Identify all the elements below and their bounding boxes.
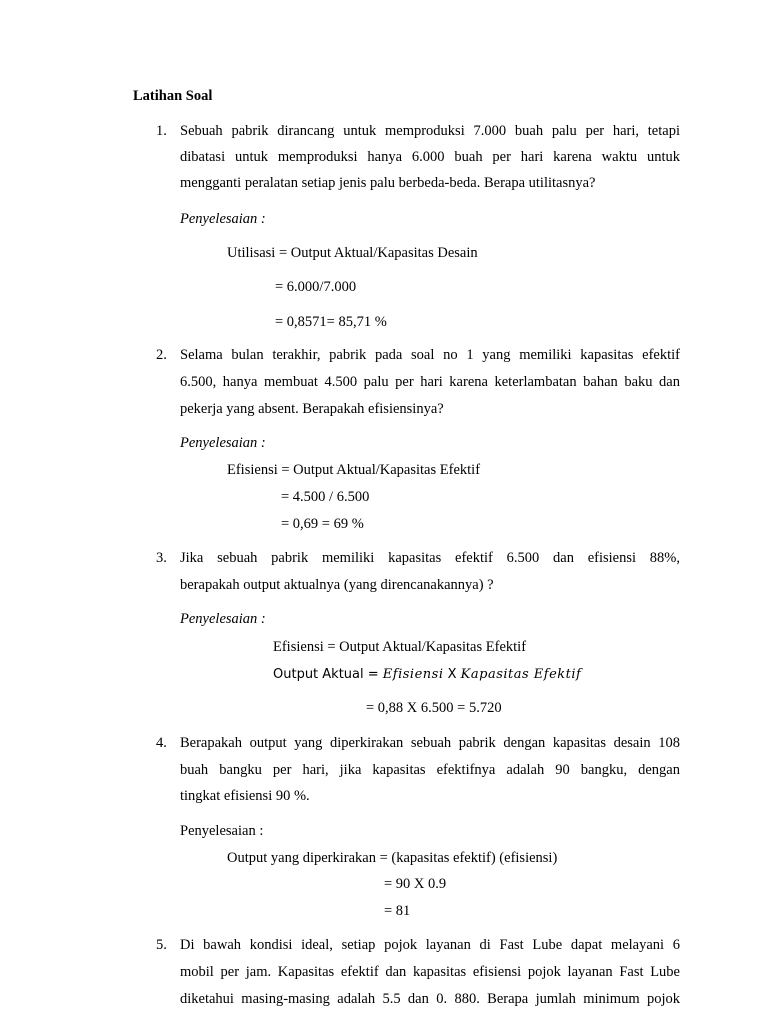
question-2-formula-2: = 4.500 / 6.500	[281, 489, 370, 505]
question-3-solution-label: Penyelesaian :	[180, 611, 266, 627]
question-1-formula-2: = 6.000/7.000	[275, 279, 357, 295]
question-5-line-3: diketahui masing-masing adalah 5.5 dan 0. 880. Berapa jumlah minimum pojok	[180, 991, 680, 1007]
question-5-number: 5.	[156, 937, 167, 953]
question-2-line-1: Selama bulan terakhir, pabrik pada soal no 1 yang memiliki kapasitas efektif	[180, 347, 680, 363]
question-4-formula-2: = 90 X 0.9	[384, 876, 447, 892]
question-2-solution-label: Penyelesaian :	[180, 435, 266, 451]
question-3-formula-3: = 0,88 X 6.500 = 5.720	[366, 700, 502, 716]
question-5-line-1: Di bawah kondisi ideal, setiap pojok layanan di Fast Lube dapat melayani 6	[180, 937, 680, 953]
question-1-formula-3: = 0,8571= 85,71 %	[275, 314, 387, 330]
question-1-formula-1: Utilisasi = Output Aktual/Kapasitas Desain	[227, 245, 478, 261]
question-4-formula-3: = 81	[384, 903, 411, 919]
question-3-formula-2	[273, 667, 581, 682]
question-3-line-1: Jika sebuah pabrik memiliki kapasitas efektif 6.500 dan efisiensi 88%,	[180, 550, 680, 566]
question-3-line-2: berapakah output aktualnya (yang direncanakannya) ?	[180, 577, 494, 593]
question-4-line-2: buah bangku per hari, jika kapasitas efektifnya adalah 90 bangku, dengan	[180, 762, 680, 778]
question-3-formula-1: Efisiensi = Output Aktual/Kapasitas Efektif	[273, 639, 527, 655]
question-2-number: 2.	[156, 347, 167, 363]
question-2-formula-3: = 0,69 = 69 %	[281, 516, 364, 532]
page-title: Latihan Soal	[133, 88, 213, 104]
formula-term-efisiensi: Efisiensi	[382, 667, 444, 682]
question-3-number: 3.	[156, 550, 167, 566]
formula-times: X	[443, 667, 461, 682]
formula-lhs: Output Aktual =	[273, 667, 383, 682]
question-1-solution-label: Penyelesaian :	[180, 211, 266, 227]
question-2-line-3: pekerja yang absent. Berapakah efisiensinya?	[180, 401, 444, 417]
question-4-solution-label: Penyelesaian :	[180, 823, 264, 839]
question-4-formula-1: Output yang diperkirakan = (kapasitas efektif) (efisiensi)	[227, 850, 558, 866]
question-4-number: 4.	[156, 735, 167, 751]
question-4-line-1: Berapakah output yang diperkirakan sebuah pabrik dengan kapasitas desain 108	[180, 735, 680, 751]
question-4-line-3: tingkat efisiensi 90 %.	[180, 788, 310, 804]
question-1-number: 1.	[156, 123, 167, 139]
question-2-line-2: 6.500, hanya membuat 4.500 palu per hari karena keterlambatan bahan baku dan	[180, 374, 680, 390]
question-1-line-1: Sebuah pabrik dirancang untuk memproduksi 7.000 buah palu per hari, tetapi	[180, 123, 680, 139]
formula-term-kapasitas-efektif: Kapasitas Efektif	[460, 667, 582, 682]
question-2-formula-1: Efisiensi = Output Aktual/Kapasitas Efektif	[227, 462, 481, 478]
question-1-line-3: mengganti peralatan setiap jenis palu berbeda-beda. Berapa utilitasnya?	[180, 175, 596, 191]
question-5-line-2: mobil per jam. Kapasitas efektif dan kapasitas efisiensi pojok layanan Fast Lube	[180, 964, 680, 980]
question-1-line-2: dibatasi untuk memproduksi hanya 6.000 buah per hari karena waktu untuk	[180, 149, 680, 165]
